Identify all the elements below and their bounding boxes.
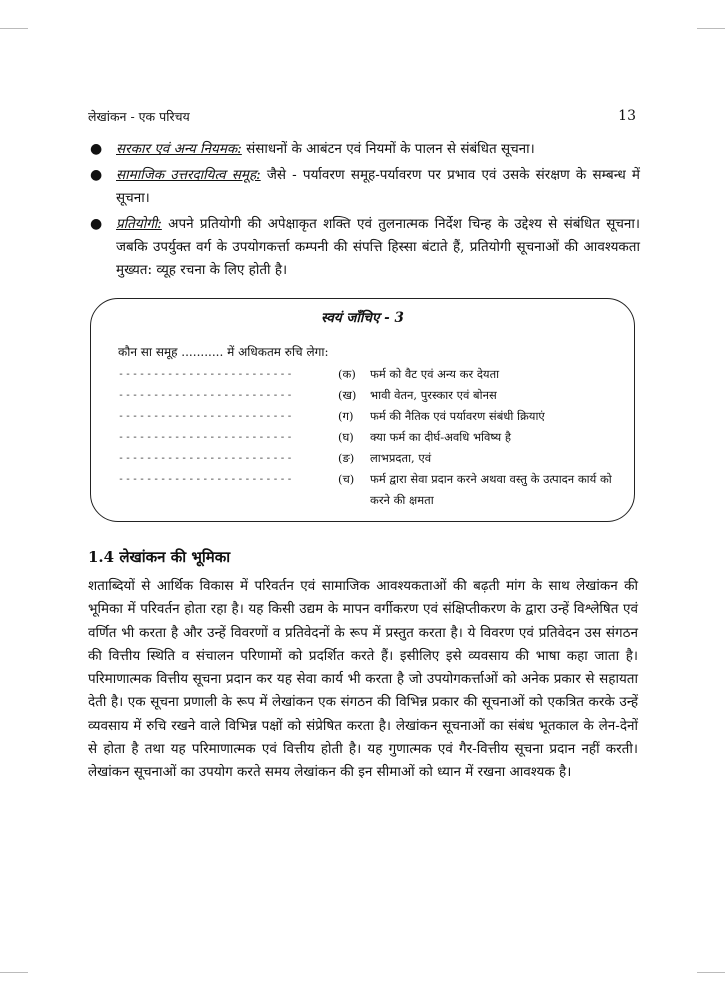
crop-mark-top-right (697, 28, 725, 29)
self-check-question: कौन सा समूह ........... में अधिकतम रुचि लेगा: (118, 345, 329, 359)
page-number: 13 (618, 108, 636, 124)
option-mark: (क) (338, 367, 356, 381)
crop-mark-bottom-right (697, 972, 725, 973)
bullet-term: सरकार एवं अन्य नियमक: (116, 141, 242, 157)
bullet-term: प्रतियोगी: (116, 216, 162, 232)
option-text: फर्म की नैतिक एवं पर्यावरण संबंधी क्रियाएं (370, 409, 545, 423)
list-item (88, 138, 640, 161)
option-item (338, 406, 618, 427)
answer-blank: ------------------------- (118, 474, 294, 485)
bullet-text: संसाधनों के आबंटन एवं नियमों के पालन से संबंधित सूचना। (241, 141, 535, 157)
option-item (338, 364, 618, 385)
answer-blank: ------------------------- (118, 411, 294, 422)
bullet-icon: ● (90, 167, 103, 183)
crop-mark-bottom-left (0, 972, 28, 973)
answer-blank: ------------------------- (118, 453, 294, 464)
option-mark: (च) (338, 472, 355, 486)
running-title: लेखांकन - एक परिचय (88, 109, 190, 124)
bullet-icon: ● (90, 141, 103, 157)
answer-blanks (118, 364, 308, 490)
option-item (338, 469, 618, 511)
answer-options (338, 364, 618, 511)
section-heading: 1.4 लेखांकन की भूमिका (88, 548, 231, 566)
list-item (88, 164, 640, 210)
option-mark: (घ) (338, 430, 354, 444)
list-item (88, 213, 640, 282)
option-text: क्या फर्म का दीर्घ-अवधि भविष्य है (370, 430, 511, 444)
bullet-term: सामाजिक उत्तरदायित्व समूह: (116, 167, 261, 183)
option-text: भावी वेतन, पुरस्कार एवं बोनस (370, 388, 497, 402)
option-item (338, 427, 618, 448)
answer-blank: ------------------------- (118, 432, 294, 443)
option-text: फर्म द्वारा सेवा प्रदान करने अथवा वस्तु के उत्पादन कार्य को करने की क्षमता (370, 472, 612, 507)
bullet-list (88, 138, 640, 285)
option-mark: (ग) (338, 409, 354, 423)
option-mark: (ङ) (338, 451, 355, 465)
answer-blank: ------------------------- (118, 390, 294, 401)
bullet-icon: ● (90, 216, 103, 232)
option-mark: (ख) (338, 388, 357, 402)
option-text: फर्म को वैट एवं अन्य कर देयता (370, 367, 500, 381)
option-item (338, 448, 618, 469)
page-header (88, 108, 636, 128)
section-paragraph: शताब्दियों से आर्थिक विकास में परिवर्तन एवं सामाजिक आवश्यकताओं की बढ़ती मांग के साथ लेखांकन की भूमिका में परिवर्तन होता रहा है। यह किसी उद्यम के मापन वर्गीकरण एवं संक्षिप्तीकरण के द्वारा उन्हें विश्लेषित एवं वर्णित भी करता है और उन्हें विवरणों व प्रतिवेदनों के रूप में प्रस्तुत करता है। ये विवरण एवं प्रतिवेदन उस संगठन की वित्तीय स्थिति व संचालन परिणामों को प्रदर्शित करते हैं। इसीलिए इसे व्यवसाय की भाषा कहा जाता है। परिमाणात्मक वित्तीय सूचना प्रदान कर यह सेवा कार्य भी करता है जो उपयोगकर्त्ताओं को अनेक प्रकार से सहायता देती है। एक सूचना प्रणाली के रूप में लेखांकन एक संगठन की विभिन्न प्रकार की सूचनाओं को एकत्रित करके उन्हें व्यवसाय में रुचि रखने वाले विभिन्न पक्षों को संप्रेषित करता है। लेखांकन सूचनाओं का संबंध भूतकाल के लेन-देनों से होता है तथा यह परिमाणात्मक एवं वित्तीय होती है। यह गुणात्मक एवं गैर-वित्तीय सूचना प्रदान नहीं करती। लेखांकन सूचनाओं का उपयोग करते समय लेखांकन की इन सीमाओं को ध्यान में रखना आवश्यक है। (88, 578, 638, 781)
option-item (338, 385, 618, 406)
self-check-title: स्वयं जाँचिए - 3 (321, 310, 404, 326)
option-text: लाभप्रदता, एवं (370, 451, 432, 465)
bullet-text: जैसे - पर्यावरण समूह-पर्यावरण पर प्रभाव एवं उसके संरक्षण के सम्बन्ध में सूचना। (116, 167, 640, 206)
crop-mark-top-left (0, 28, 28, 29)
answer-blank: ------------------------- (118, 369, 294, 380)
bullet-text: अपने प्रतियोगी की अपेक्षाकृत शक्ति एवं तुलनात्मक निर्देश चिन्ह के उद्देश्य से संबंधित सूचना। जबकि उपर्युक्त वर्ग के उपयोगकर्त्ता कम्पनी की संपत्ति हिस्सा बंटाते हैं, प्रतियोगी सूचनाओं की आवश्यकता मुख्यत: व्यूह रचना के लिए होती है। (116, 216, 640, 278)
